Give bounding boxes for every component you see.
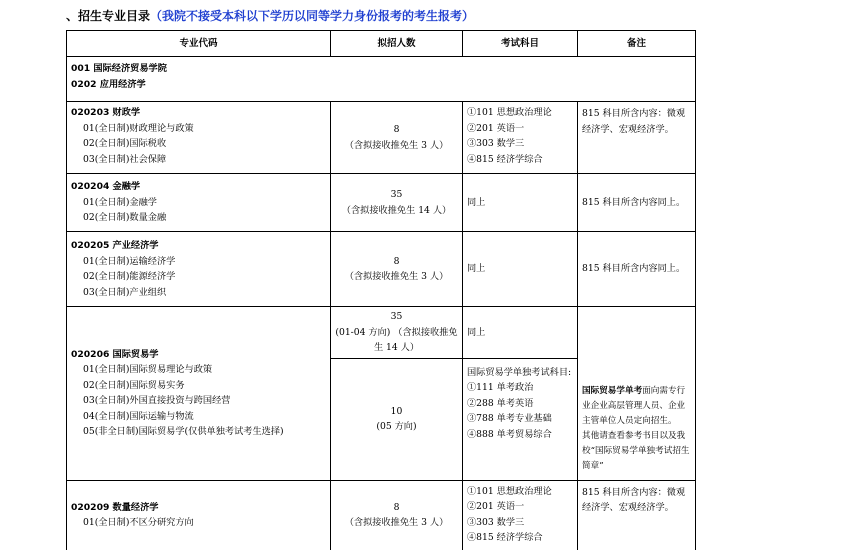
direction: 01(全日制)不区分研究方向 bbox=[83, 517, 194, 529]
section-prefix: 、招生专业目录 bbox=[66, 9, 151, 23]
direction: 03(全日制)产业组织 bbox=[83, 286, 167, 298]
header-exam: 考试科目 bbox=[463, 31, 578, 57]
major-title: 020204 金融学 bbox=[71, 181, 141, 193]
header-remark: 备注 bbox=[578, 31, 696, 57]
remark: 815 科目所含内容同上。 bbox=[578, 174, 696, 232]
remark: 815 科目所含内容：微观经济学、宏观经济学。 bbox=[578, 480, 696, 550]
quota-value: 8 bbox=[393, 501, 400, 513]
exam-subject: ②201 英语一 bbox=[467, 122, 525, 134]
exam-same: 同上 bbox=[463, 307, 578, 359]
header-quota: 拟招人数 bbox=[331, 31, 463, 57]
quota-value: 35 bbox=[390, 189, 403, 200]
direction: 01(全日制)财政理论与政策 bbox=[83, 122, 194, 134]
exam-subject: ③788 单考专业基础 bbox=[467, 413, 552, 424]
direction: 04(全日制)国际运输与物流 bbox=[83, 410, 194, 422]
exam-subject: ④815 经济学综合 bbox=[467, 153, 543, 165]
direction: 02(全日制)国际税收 bbox=[83, 138, 167, 149]
quota-value: 35 bbox=[390, 311, 403, 322]
discipline-name: 0202 应用经济学 bbox=[71, 78, 146, 90]
exam-subject: ④815 经济学综合 bbox=[467, 532, 543, 543]
college-name: 001 国际经济贸易学院 bbox=[71, 63, 167, 74]
exam-subject: ②201 英语一 bbox=[467, 501, 525, 512]
exam-subject: ④888 单考贸易综合 bbox=[467, 428, 552, 440]
quota-note: (05 方向) bbox=[376, 421, 417, 432]
exam-same: 同上 bbox=[463, 174, 578, 232]
major-title: 020205 产业经济学 bbox=[71, 240, 159, 251]
major-row-020204 bbox=[67, 174, 696, 232]
enrollment-table bbox=[66, 30, 696, 550]
header-major-code: 专业代码 bbox=[67, 31, 331, 57]
section-heading bbox=[66, 7, 474, 24]
direction: 01(全日制)金融学 bbox=[83, 196, 157, 208]
exam-subject: ③303 数学三 bbox=[467, 138, 525, 149]
remark: 面向需专行业企业高层管理人员、企业主管单位人员定向招生。 bbox=[582, 385, 686, 426]
direction: 01(全日制)国际贸易理论与政策 bbox=[83, 364, 213, 376]
remark: 815 科目所含内容同上。 bbox=[578, 232, 696, 307]
section-note: （我院不接受本科以下学历以同等学力身份报考的考生报考） bbox=[150, 9, 475, 23]
major-row-020203 bbox=[67, 102, 696, 174]
major-row-020209 bbox=[67, 480, 696, 550]
major-title: 020203 财政学 bbox=[71, 107, 141, 118]
exam-subject: ①101 思想政治理论 bbox=[467, 107, 552, 118]
direction: 01(全日制)运输经济学 bbox=[83, 255, 176, 267]
remark-bold: 国际贸易学单考 bbox=[582, 385, 643, 396]
quota-value: 10 bbox=[390, 405, 403, 417]
direction: 03(全日制)社会保障 bbox=[83, 153, 167, 165]
major-row-020205 bbox=[67, 232, 696, 307]
exam-subject: ②288 单考英语 bbox=[467, 397, 534, 409]
direction: 05(非全日制)国际贸易学(仅供单独考试考生选择) bbox=[83, 426, 284, 438]
direction: 03(全日制)外国直接投资与跨国经营 bbox=[83, 395, 231, 407]
major-title: 020209 数量经济学 bbox=[71, 501, 159, 513]
quota-value: 8 bbox=[393, 255, 400, 267]
quota-note: （含拟接收推免生 14 人） bbox=[341, 204, 452, 216]
quota-note: （含拟接收推免生 3 人） bbox=[344, 139, 449, 151]
header-row bbox=[67, 31, 696, 57]
quota-note: (01-04 方向) （含拟接收推免生 14 人） bbox=[335, 326, 458, 353]
remark-extra: 其他请查看参考书目以及我校“国际贸易学单独考试招生简章” bbox=[582, 430, 690, 471]
exam-same: 同上 bbox=[463, 232, 578, 307]
exam-subject: ①111 单考政治 bbox=[467, 382, 534, 393]
direction: 02(全日制)国际贸易实务 bbox=[83, 379, 185, 391]
college-row bbox=[67, 57, 696, 102]
exam-title: 国际贸易学单独考试科目: bbox=[467, 366, 572, 378]
exam-subject: ③303 数学三 bbox=[467, 516, 525, 528]
direction: 02(全日制)数量金融 bbox=[83, 212, 167, 224]
quota-note: （含拟接收推免生 3 人） bbox=[344, 517, 449, 529]
remark: 815 科目所含内容：微观经济学、宏观经济学。 bbox=[578, 102, 696, 174]
quota-value: 8 bbox=[393, 124, 400, 135]
major-row-020206a bbox=[67, 307, 696, 359]
direction: 02(全日制)能源经济学 bbox=[83, 271, 176, 282]
quota-note: （含拟接收推免生 3 人） bbox=[344, 271, 449, 282]
major-title: 020206 国际贸易学 bbox=[71, 348, 159, 360]
exam-subject: ①101 思想政治理论 bbox=[467, 485, 552, 497]
